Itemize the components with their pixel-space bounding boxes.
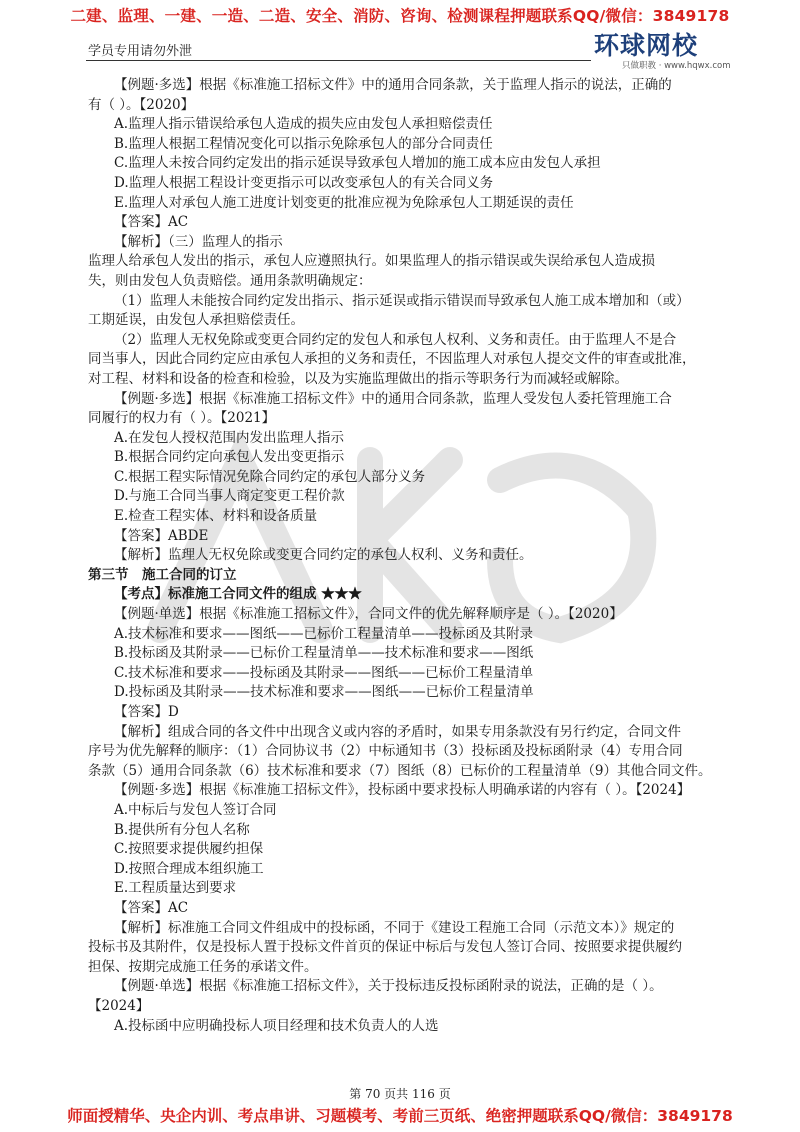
text-line: 失，则由发包人负责赔偿。通用条款明确规定： [88,272,372,289]
text-line: E.工程质量达到要求 [114,880,237,897]
text-line: 【例题·多选】根据《标准施工招标文件》，投标函中要求投标人明确承诺的内容有（ ）。【2024】 [114,782,691,799]
text-line: 【答案】AC [114,214,189,231]
text-line: 【2024】 [88,997,150,1014]
text-line: 【解析】（三）监理人的指示 [114,233,283,250]
text-line: 【答案】D [114,704,179,720]
text-line: D.投标函及其附录——技术标准和要求——图纸——已标价工程量清单 [114,684,534,701]
text-line: B.投标函及其附录——已标价工程量清单——技术标准和要求——图纸 [114,645,534,662]
text-line: A.技术标准和要求——图纸——已标价工程量清单——投标函及其附录 [114,625,534,642]
header-subtitle: 学员专用请勿外泄 [88,44,193,59]
text-line: A.监理人指示错误给承包人造成的损失应由发包人承担赔偿责任 [114,116,493,133]
text-line: A.投标函中应明确投标人项目经理和技术负责人的人选 [114,1017,439,1034]
text-line: 工期延误，由发包人承担赔偿责任。 [88,312,304,329]
text-line: 【答案】ABDE [114,527,209,544]
bottom-promo-banner: 师面授精华、央企内训、考点串讲、习题模考、考前三页纸、绝密押题联系QQ/微信：3849178 [67,1107,733,1125]
logo-subtext: 只做职教 · www.hqwx.com [622,61,731,71]
text-line: 监理人给承包人发出的指示，承包人应遵照执行。如果监理人的指示错误或失误给承包人造成损 [88,253,655,270]
text-line: 【例题·多选】根据《标准施工招标文件》中的通用合同条款，关于监理人指示的说法，正确的 [114,77,672,93]
text-line: 对工程、材料和设备的检查和检验，以及为实施监理做出的指示等职务行为而减轻或解除。 [88,370,628,387]
text-line: C.技术标准和要求——投标函及其附录——图纸——已标价工程量清单 [114,664,534,681]
logo-text: 环球网校 [594,31,699,60]
text-line: 【解析】监理人无权免除或变更合同约定的承包人权利、义务和责任。 [114,547,533,564]
text-line: C.按照要求提供履约担保 [114,841,264,858]
text-line: 【解析】组成合同的各文件中出现含义或内容的矛盾时，如果专用条款没有另行约定，合同文件 [114,723,681,740]
text-line: 担保、按期完成施工任务的承诺文件。 [88,958,318,975]
document-body [88,76,748,1036]
text-line: B.提供所有分包人名称 [114,821,250,838]
text-line: 投标书及其附件，仅是投标人置于投标文件首页的保证中标后与发包人签订合同、按照要求提供履约 [88,939,682,956]
text-line: 条款（5）通用合同条款（6）技术标准和要求（7）图纸（8）已标价的工程量清单（9）其他合同文件。 [88,762,712,779]
text-line: D.按照合理成本组织施工 [114,860,264,877]
text-line: 【考点】标准施工合同文件的组成 ★★★ [114,586,362,603]
text-line: E.检查工程实体、材料和设备质量 [114,508,318,525]
text-line: 同当事人，因此合同约定应由承包人承担的义务和责任，不因监理人对承包人提交文件的审查或批准， [88,351,696,368]
brand-logo [594,32,744,76]
text-line: 序号为优先解释的顺序：（1）合同协议书（2）中标通知书（3）投标函及投标函附录（4）专用合同 [88,743,683,760]
text-line: 同履行的权力有（ ）。【2021】 [88,410,276,427]
text-line: 【例题·单选】根据《标准施工招标文件》，关于投标违反投标函附录的说法，正确的是（ ）。 [114,978,663,995]
text-line: B.监理人根据工程情况变化可以指示免除承包人的部分合同责任 [114,135,493,152]
text-line: E.监理人对承包人施工进度计划变更的批准应视为免除承包人工期延误的责任 [114,194,574,211]
text-line: 【例题·多选】根据《标准施工招标文件》中的通用合同条款，监理人受发包人委托管理施工合 [114,390,672,407]
text-line: 有（ ）。【2020】 [88,96,195,113]
page-number: 第 70 页共 116 页 [349,1087,451,1101]
text-line: A.在发包人授权范围内发出监理人指示 [114,429,345,446]
text-line: 第三节 施工合同的订立 [88,566,237,583]
text-line: C.监理人未按合同约定发出的指示延误导致承包人增加的施工成本应由发包人承担 [114,155,601,172]
text-line: （1）监理人未能按合同约定发出指示、指示延误或指示错误而导致承包人施工成本增加和（或） [114,292,690,309]
text-line: A.中标后与发包人签订合同 [114,801,277,818]
text-line: C.根据工程实际情况免除合同约定的承包人部分义务 [114,468,426,485]
text-line: D.与施工合同当事人商定变更工程价款 [114,488,345,505]
text-line: 【答案】AC [114,899,189,916]
text-line: B.根据合同约定向承包人发出变更指示 [114,449,345,466]
header-divider [86,60,591,61]
text-line: （2）监理人无权免除或变更合同约定的发包人和承包人权利、义务和责任。由于监理人不是合 [114,331,677,348]
text-line: D.监理人根据工程设计变更指示可以改变承包人的有关合同义务 [114,174,494,191]
top-promo-banner: 二建、监理、一建、一造、二造、安全、消防、咨询、检测课程押题联系QQ/微信：3849178 [70,7,730,25]
text-line: 【例题·单选】根据《标准施工招标文件》，合同文件的优先解释顺序是（ ）。【2020】 [114,606,623,623]
text-line: 【解析】标准施工合同文件组成中的投标函，不同于《建设工程施工合同（示范文本）》规定的 [114,919,675,936]
